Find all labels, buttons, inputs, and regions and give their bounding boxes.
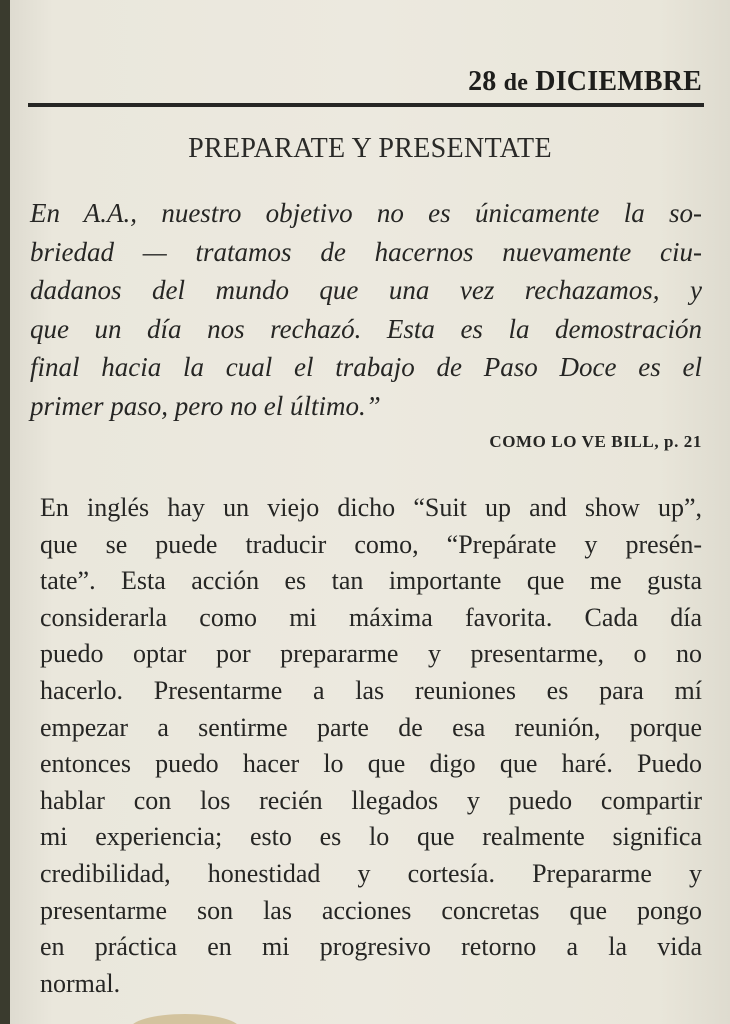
body-line: normal. [40,968,121,998]
thumb-shadow [130,1014,240,1024]
quote-line: final hacia la cual el trabajo de Paso Doce es el [30,352,702,382]
book-page [10,0,730,1024]
body-line: empezar a sentirme parte de esa reunión, porque [40,712,702,742]
quote-block [30,194,702,425]
page-date-header [468,66,702,98]
quote-line: que un día nos rechazó. Esta es la demostración [30,313,702,344]
quote-line: briedad — tratamos de hacernos nuevamente ciu- [30,236,702,267]
body-line: que se puede traducir como, “Prepárate y presén- [40,529,702,559]
body-line: mi experiencia; esto es lo que realmente significa [40,822,702,852]
date-month: DICIEMBRE [535,66,702,97]
body-line: hacerlo. Presentarme a las reuniones es para mí [40,675,702,705]
body-line: presentarme son las acciones concretas que pongo [40,895,702,925]
body-line: hablar con los recién llegados y puedo compartir [40,785,702,815]
body-line: considerarla como mi máxima favorita. Cada día [40,602,702,632]
body-line: credibilidad, honestidad y cortesía. Prepararme y [40,858,702,888]
body-line: entonces puedo hacer lo que digo que haré. Puedo [40,749,702,779]
reflection-body [40,490,702,1002]
quote-source: COMO LO VE BILL, p. 21 [489,432,702,451]
body-line: tate”. Esta acción es tan importante que me gusta [40,566,702,596]
page-title: PREPARATE Y PRESENTATE [188,133,552,164]
header-rule [28,103,704,107]
date-day: 28 [468,66,497,97]
quote-line: En A.A., nuestro objetivo no es únicamente la so- [30,198,702,228]
quote-line: dadanos del mundo que una vez rechazamos, y [30,275,702,305]
date-de: de [503,70,529,96]
body-line: En inglés hay un viejo dicho “Suit up and show up”, [40,493,702,522]
body-line: puedo optar por prepararme y presentarme, o no [40,639,702,669]
quote-line: primer paso, pero no el último.” [30,390,381,421]
body-line: en práctica en mi progresivo retorno a la vida [40,932,702,962]
